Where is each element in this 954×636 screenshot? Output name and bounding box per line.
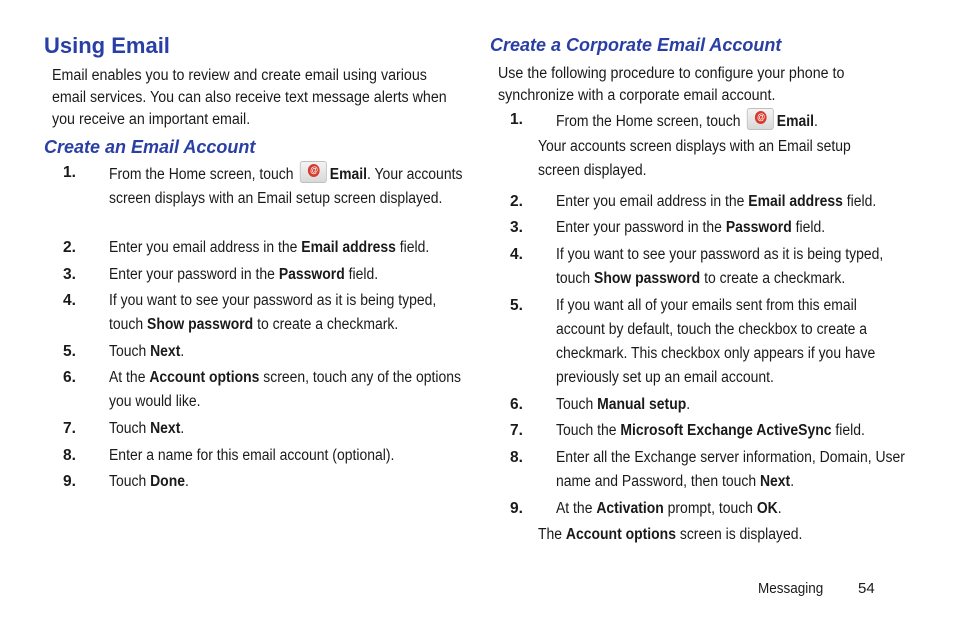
intro-paragraph: Email enables you to review and create email using various email services. You can also receive text message alerts when you receive an important email.: [52, 67, 447, 128]
step-text: Touch the Microsoft Exchange ActiveSync field.: [556, 422, 865, 439]
step-number: 3.: [63, 266, 76, 283]
step-text: Touch Next.: [109, 420, 185, 437]
step-number: 3.: [510, 219, 523, 236]
step-number: 8.: [63, 447, 76, 464]
step-text: Touch Manual setup.: [556, 396, 691, 413]
step-number: 4.: [510, 246, 523, 263]
step-number: 9.: [63, 473, 76, 490]
step-text: Enter all the Exchange server information, Domain, User name and Password, then touch Next.: [556, 449, 905, 490]
step-text: Enter you email address in the Email address field.: [556, 193, 877, 210]
step-text: At the Account options screen, touch any of the options you would like.: [109, 369, 462, 410]
right-final-note: The Account options screen is displayed.: [538, 526, 803, 543]
right-intro-paragraph: Use the following procedure to configure your phone to synchronize with a corporate email account.: [498, 65, 845, 104]
step-text: Touch Next.: [109, 343, 185, 360]
footer-page-number: 54: [858, 580, 875, 597]
step-number: 6.: [510, 396, 523, 413]
step-number: 1.: [510, 111, 523, 128]
step-number: 7.: [510, 422, 523, 439]
step-number: 2.: [510, 193, 523, 210]
step-text: At the Activation prompt, touch OK.: [556, 500, 782, 517]
step-text: From the Home screen, touch @Email.: [556, 108, 907, 134]
step-text: Enter your password in the Password field.: [109, 266, 379, 283]
right-step-1-note: Your accounts screen displays with an Email setup screen displayed.: [538, 138, 851, 179]
step-text: Enter your password in the Password field.: [556, 219, 826, 236]
step-text: From the Home screen, touch @Email. Your accounts screen displays with an Email setup screen displayed.: [109, 161, 465, 211]
step-number: 7.: [63, 420, 76, 437]
page-title: Using Email: [44, 33, 170, 58]
step-number: 5.: [63, 343, 76, 360]
step-text: Enter you email address in the Email address field.: [109, 239, 430, 256]
step-number: 8.: [510, 449, 523, 466]
step-text: If you want to see your password as it is being typed, touch Show password to create a checkmark.: [556, 246, 884, 287]
step-number: 9.: [510, 500, 523, 517]
step-text: Enter a name for this email account (optional).: [109, 447, 395, 464]
left-section-heading: Create an Email Account: [44, 137, 256, 157]
step-number: 5.: [510, 297, 523, 314]
step-number: 1.: [63, 164, 76, 181]
right-section-heading: Create a Corporate Email Account: [490, 35, 782, 55]
email-app-icon: [747, 108, 774, 130]
email-app-icon: [300, 161, 327, 183]
step-text: If you want to see your password as it is being typed, touch Show password to create a checkmark.: [109, 292, 437, 333]
step-number: 2.: [63, 239, 76, 256]
step-number: 6.: [63, 369, 76, 386]
step-text: Touch Done.: [109, 473, 189, 490]
footer-section-name: Messaging: [758, 580, 824, 597]
step-number: 4.: [63, 292, 76, 309]
step-text: If you want all of your emails sent from this email account by default, touch the checkbox to create a checkmark. This checkbox only appears if you have previously set up an email account.: [556, 297, 876, 386]
